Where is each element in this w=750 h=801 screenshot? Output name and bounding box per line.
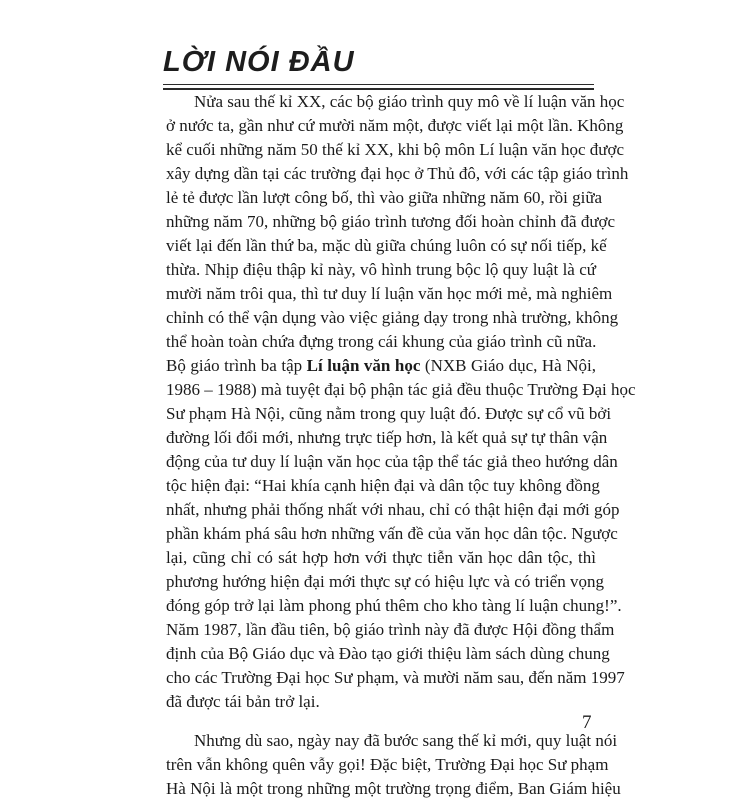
text-line: lẻ tẻ được lần lượt công bố, thì vào giữa những năm 60, rồi giữa	[166, 188, 603, 207]
text-line: Năm 1987, lần đầu tiên, bộ giáo trình này đã được Hội đồng thẩm	[166, 620, 615, 639]
text-line: mười năm trôi qua, thì tư duy lí luận văn học mới mẻ, mà nghiêm	[166, 284, 613, 303]
text-line: thừa. Nhịp điệu thập kỉ này, vô hình trung bộc lộ quy luật là cứ	[166, 260, 596, 279]
text-line-with-book-title	[166, 354, 596, 378]
text-line: đường lối đổi mới, nhưng trực tiếp hơn, là kết quả sự tự thân vận	[166, 428, 608, 447]
text-line: 1986 – 1988) mà tuyệt đại bộ phận tác giả đều thuộc Trường Đại học	[166, 380, 636, 399]
text-line: lại, cũng chỉ có sát hợp hơn với thực tiễn văn học dân tộc, thì	[166, 548, 596, 567]
page-number: 7	[582, 712, 592, 733]
text-line: viết lại đến lần thứ ba, mặc dù giữa chúng luôn có sự nối tiếp, kế	[166, 236, 607, 255]
heading-rule-thin	[163, 84, 594, 85]
text-line: động của tư duy lí luận văn học của tập thể tác giả theo hướng dân	[166, 452, 618, 471]
page-heading: LỜI NÓI ĐẦU	[163, 46, 355, 78]
text-line: ở nước ta, gần như cứ mười năm một, được viết lại một lần. Không	[166, 116, 624, 135]
text-line: chỉnh có thể vận dụng vào việc giảng dạy trong nhà trường, không	[166, 308, 619, 327]
text-line: Nhưng dù sao, ngày nay đã bước sang thế kỉ mới, quy luật nói	[194, 731, 618, 750]
text-line: Sư phạm Hà Nội, cũng nằm trong quy luật đó. Được sự cổ vũ bởi	[166, 404, 612, 423]
text-segment: Bộ giáo trình ba tập	[166, 356, 307, 375]
text-line: phần khám phá sâu hơn những vấn đề của văn học dân tộc. Ngược	[166, 524, 618, 543]
text-line: cho các Trường Đại học Sư phạm, và mười năm sau, đến năm 1997	[166, 668, 625, 687]
text-line: nhất, nhưng phải thống nhất với nhau, chỉ có thật hiện đại mới góp	[166, 500, 620, 519]
text-line: định của Bộ Giáo dục và Đào tạo giới thiệu làm sách dùng chung	[166, 644, 610, 663]
text-line: xây dựng dần tại các trường đại học ở Thủ đô, với các tập giáo trình	[166, 164, 629, 183]
text-line: đã được tái bản trở lại.	[166, 692, 320, 711]
text-line: phương hướng hiện đại mới thực sự có hiệu lực và có triển vọng	[166, 572, 604, 591]
text-line: những năm 70, những bộ giáo trình tương đối hoàn chỉnh đã được	[166, 212, 616, 231]
text-segment: (NXB Giáo dục, Hà Nội,	[420, 356, 597, 375]
text-line: thể hoàn toàn chứa đựng trong cái khung của giáo trình cũ nữa.	[166, 332, 597, 351]
body-text	[166, 90, 636, 801]
text-line: kể cuối những năm 50 thế kỉ XX, khi bộ môn Lí luận văn học được	[166, 140, 625, 159]
text-line: Hà Nội là một trong những một trường trọng điểm, Ban Giám hiệu	[166, 779, 621, 798]
text-line: Nửa sau thế kỉ XX, các bộ giáo trình quy mô về lí luận văn học	[194, 92, 625, 111]
text-line: tộc hiện đại: “Hai khía cạnh hiện đại và dân tộc tuy không đồng	[166, 476, 600, 495]
book-title: Lí luận văn học	[306, 356, 421, 375]
text-line: trên vẫn không quên vẫy gọi! Đặc biệt, Trường Đại học Sư phạm	[166, 755, 609, 774]
text-line: đóng góp trở lại làm phong phú thêm cho kho tàng lí luận chung!”.	[166, 596, 622, 615]
